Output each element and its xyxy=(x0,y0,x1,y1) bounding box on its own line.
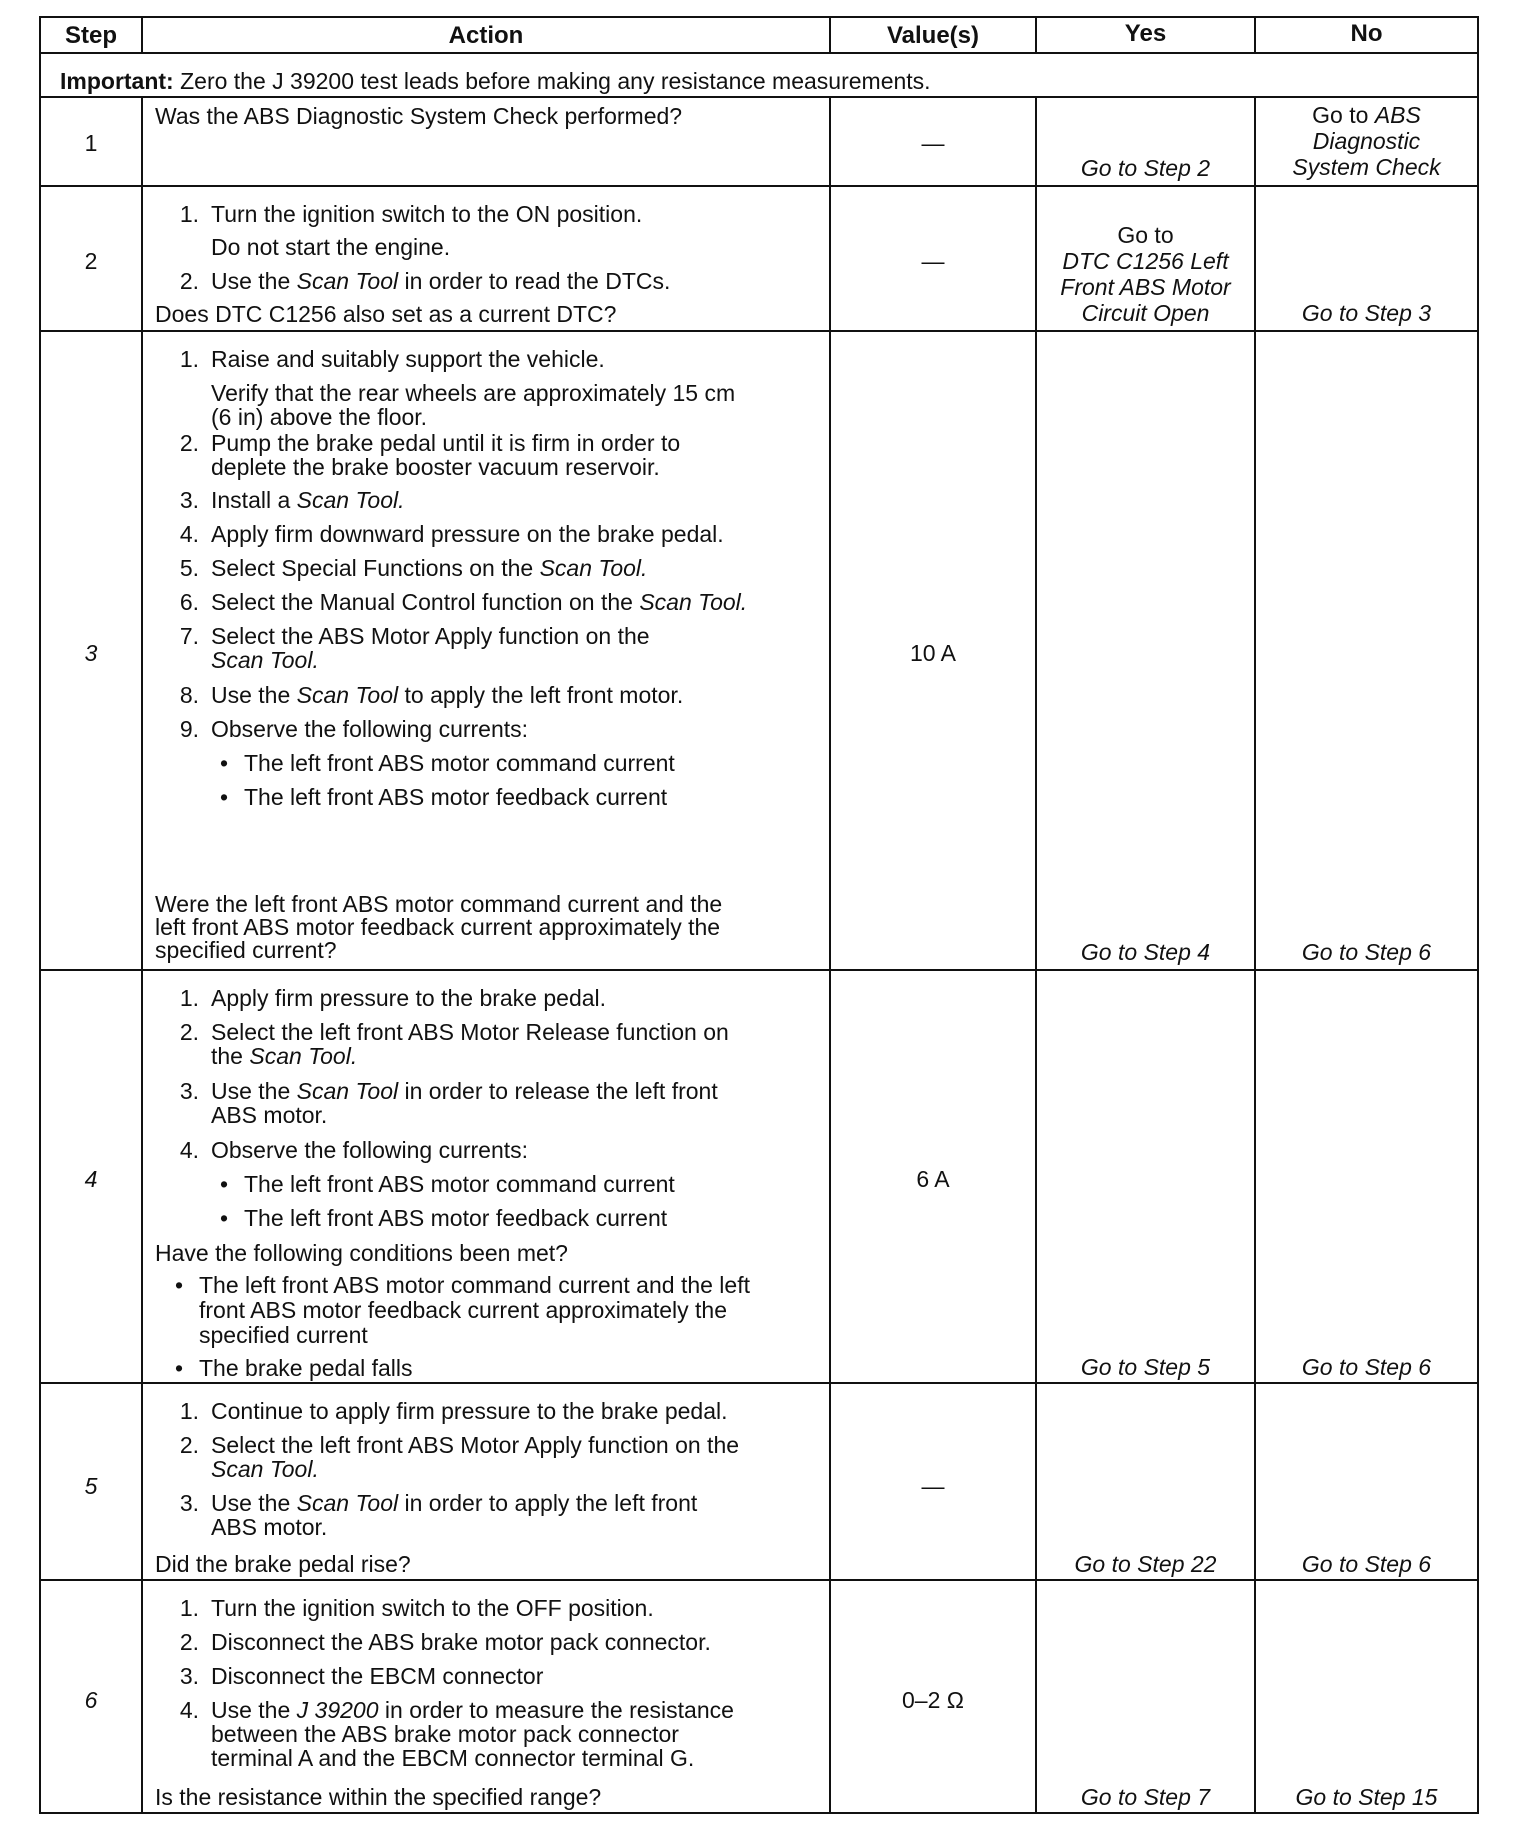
list-num: 3. xyxy=(179,1490,199,1516)
step-1-no-prefix: Go to xyxy=(1312,102,1375,128)
step-2-number: 2 xyxy=(84,248,98,274)
list-num: 3. xyxy=(179,487,199,513)
step-3-item-2-b: deplete the brake booster vacuum reservoir. xyxy=(211,454,660,480)
list-num: 5. xyxy=(179,555,199,581)
table-border-right xyxy=(1477,16,1479,1814)
step-5-yes: Go to Step 22 xyxy=(1074,1551,1217,1577)
step-2-list xyxy=(165,201,825,311)
step-4-question: Have the following conditions been met? xyxy=(155,1240,568,1266)
step-5-list xyxy=(165,1398,825,1548)
header-yes: Yes xyxy=(1124,20,1167,47)
step-4-condition-2: The brake pedal falls xyxy=(199,1355,413,1381)
step-6-no: Go to Step 15 xyxy=(1295,1784,1438,1810)
list-num: 7. xyxy=(179,623,199,649)
list-num: 2. xyxy=(179,1629,199,1655)
step-6-item-2: Disconnect the ABS brake motor pack connector. xyxy=(211,1629,711,1655)
step-6-number: 6 xyxy=(84,1687,98,1713)
col-rule-action xyxy=(829,96,831,1814)
step-5-question: Did the brake pedal rise? xyxy=(155,1551,411,1577)
table-border-bottom xyxy=(39,1812,1479,1814)
header-values: Value(s) xyxy=(886,22,980,49)
step-3-item-1: Raise and suitably support the vehicle. xyxy=(211,346,605,372)
list-num: 1. xyxy=(179,201,199,227)
step-5-value: — xyxy=(921,1473,945,1499)
important-rule xyxy=(39,96,1479,98)
step-4-item-4: Observe the following currents: xyxy=(211,1137,529,1163)
table-border-left xyxy=(39,16,41,1814)
important-label: Important: xyxy=(60,68,174,94)
step-5-item-3-a: Use the Scan Tool in order to apply the left front xyxy=(211,1490,698,1516)
step-4-no: Go to Step 6 xyxy=(1301,1354,1432,1380)
step-5-no: Go to Step 6 xyxy=(1301,1551,1432,1577)
step-4-bullet-2: The left front ABS motor feedback current xyxy=(244,1205,668,1231)
step-4-list xyxy=(165,985,825,1165)
row-rule-4 xyxy=(39,1382,1479,1384)
step-1-no-line1: ABS xyxy=(1374,102,1421,128)
step-5-item-2-a: Select the left front ABS Motor Apply function on the xyxy=(211,1432,740,1458)
step-4-item-1: Apply firm pressure to the brake pedal. xyxy=(211,985,607,1011)
list-num: 1. xyxy=(179,985,199,1011)
step-2-yes-line3: Front ABS Motor xyxy=(1060,274,1231,300)
step-6-item-1: Turn the ignition switch to the OFF position. xyxy=(211,1595,654,1621)
header-no: No xyxy=(1350,20,1383,47)
step-3-item-3: Install a Scan Tool. xyxy=(211,487,405,513)
step-5-number: 5 xyxy=(84,1473,98,1499)
step-4-bullets: • The left front ABS motor command current • The left front ABS motor feedback current xyxy=(220,1171,820,1231)
row-rule-5 xyxy=(39,1579,1479,1581)
list-num: 2. xyxy=(179,1432,199,1458)
step-5-item-2-b: Scan Tool. xyxy=(211,1456,319,1482)
step-1-no-line2: Diagnostic xyxy=(1312,128,1421,154)
step-3-item-7-b: Scan Tool. xyxy=(211,647,319,673)
step-2-value: — xyxy=(921,248,945,274)
list-num: 9. xyxy=(179,716,199,742)
step-1-yes: Go to Step 2 xyxy=(1080,155,1211,181)
list-num: 4. xyxy=(179,1697,199,1723)
step-3-question-2: left front ABS motor feedback current approximately the xyxy=(155,914,721,940)
list-num: 2. xyxy=(179,1019,199,1045)
list-num: 2. xyxy=(179,430,199,456)
step-3-item-9: Observe the following currents: xyxy=(211,716,529,742)
step-4-yes: Go to Step 5 xyxy=(1080,1354,1211,1380)
step-2-yes-line1: Go to xyxy=(1117,222,1174,248)
important-note xyxy=(60,68,1460,95)
step-3-number: 3 xyxy=(84,640,98,666)
step-4-bullet-1: The left front ABS motor command current xyxy=(244,1171,675,1197)
step-3-bullet-2: The left front ABS motor feedback current xyxy=(244,784,668,810)
list-num: 1. xyxy=(179,346,199,372)
step-6-item-4-a: Use the J 39200 in order to measure the resistance xyxy=(211,1697,734,1723)
step-3-yes: Go to Step 4 xyxy=(1080,939,1211,965)
step-6-item-4-b: between the ABS brake motor pack connector xyxy=(211,1721,679,1747)
list-num: 4. xyxy=(179,521,199,547)
step-3-list xyxy=(165,346,825,816)
step-2-yes-line4: Circuit Open xyxy=(1081,300,1210,326)
step-1-value: — xyxy=(921,130,945,156)
step-3-item-5: Select Special Functions on the Scan Tool. xyxy=(211,555,648,581)
step-3-item-2-a: Pump the brake pedal until it is firm in order to xyxy=(211,430,681,456)
step-1-question: Was the ABS Diagnostic System Check performed? xyxy=(155,103,683,129)
list-num: 8. xyxy=(179,682,199,708)
list-num: 3. xyxy=(179,1663,199,1689)
step-2-question: Does DTC C1256 also set as a current DTC? xyxy=(155,301,617,327)
step-3-item-4: Apply firm downward pressure on the brake pedal. xyxy=(211,521,724,547)
step-3-bullet-1: The left front ABS motor command current xyxy=(244,750,675,776)
step-4-value: 6 A xyxy=(916,1166,950,1192)
step-1-number: 1 xyxy=(84,130,98,156)
step-2-item-2: Use the Scan Tool in order to read the DTCs. xyxy=(211,268,671,294)
list-num: 1. xyxy=(179,1398,199,1424)
step-3-question-3: specified current? xyxy=(155,937,337,963)
col-rule-step xyxy=(141,96,143,1814)
step-3-item-7-a: Select the ABS Motor Apply function on the xyxy=(211,623,650,649)
important-text: Zero the J 39200 test leads before making any resistance measurements. xyxy=(173,68,931,94)
step-5-item-1: Continue to apply firm pressure to the brake pedal. xyxy=(211,1398,728,1424)
step-1-no-line3: System Check xyxy=(1292,154,1441,180)
header-rule xyxy=(39,52,1479,54)
step-3-item-8: Use the Scan Tool to apply the left front motor. xyxy=(211,682,684,708)
list-num: 2. xyxy=(179,268,199,294)
step-2-yes-line2: DTC C1256 Left xyxy=(1062,248,1229,274)
step-4-item-3-b: ABS motor. xyxy=(211,1102,328,1128)
row-rule-1 xyxy=(39,185,1479,187)
step-4-number: 4 xyxy=(84,1166,98,1192)
step-6-list xyxy=(165,1595,825,1780)
step-4-item-2-b: the Scan Tool. xyxy=(211,1043,358,1069)
step-4-item-3-a: Use the Scan Tool in order to release the left front xyxy=(211,1078,718,1104)
list-num: 6. xyxy=(179,589,199,615)
step-2-item-1-note: Do not start the engine. xyxy=(211,234,451,260)
step-6-item-3: Disconnect the EBCM connector xyxy=(211,1663,544,1689)
step-6-item-4-c: terminal A and the EBCM connector terminal G. xyxy=(211,1745,695,1771)
step-1-no xyxy=(1256,102,1477,180)
step-3-no: Go to Step 6 xyxy=(1301,939,1432,965)
step-4-condition-1: The left front ABS motor command current and the left front ABS motor feedback current approximately the specified current xyxy=(199,1272,750,1348)
step-5-item-3-b: ABS motor. xyxy=(211,1514,328,1540)
step-3-item-1-note-b: (6 in) above the floor. xyxy=(211,404,428,430)
step-6-yes: Go to Step 7 xyxy=(1080,1784,1211,1810)
step-4-item-2-a: Select the left front ABS Motor Release function on xyxy=(211,1019,729,1045)
step-2-yes xyxy=(1037,222,1254,326)
list-num: 1. xyxy=(179,1595,199,1621)
row-rule-3 xyxy=(39,969,1479,971)
step-6-question: Is the resistance within the specified range? xyxy=(155,1784,602,1810)
step-4-conditions: • The left front ABS motor command current and the left front ABS motor feedback current approximately the specified current • The brake pedal falls xyxy=(175,1273,825,1378)
step-6-value: 0–2 Ω xyxy=(902,1687,964,1713)
list-num: 4. xyxy=(179,1137,199,1163)
step-2-item-1: Turn the ignition switch to the ON position. xyxy=(211,201,643,227)
step-2-no: Go to Step 3 xyxy=(1301,300,1432,326)
step-3-value: 10 A xyxy=(909,640,957,666)
table-border-top xyxy=(39,16,1479,18)
header-step: Step xyxy=(64,22,117,49)
header-action: Action xyxy=(448,22,524,49)
step-3-question-1: Were the left front ABS motor command current and the xyxy=(155,891,723,917)
list-num: 3. xyxy=(179,1078,199,1104)
step-3-item-1-note-a: Verify that the rear wheels are approximately 15 cm xyxy=(211,380,736,406)
step-3-bullets: • The left front ABS motor command current • The left front ABS motor feedback current xyxy=(220,750,820,820)
step-3-item-6: Select the Manual Control function on the Scan Tool. xyxy=(211,589,748,615)
step-3-question xyxy=(155,893,825,962)
row-rule-2 xyxy=(39,330,1479,332)
